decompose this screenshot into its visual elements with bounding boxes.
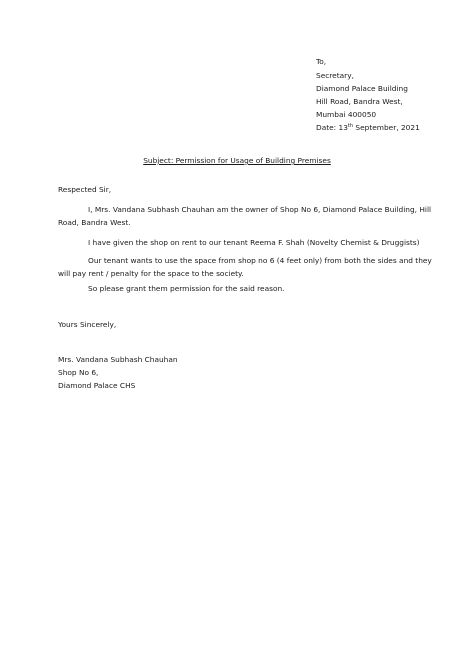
letter-date [316, 124, 420, 131]
body-paragraph-2 [88, 236, 420, 249]
recipient-street: Hill Road, Bandra West, [316, 97, 403, 106]
signature-name: Mrs. Vandana Subhash Chauhan [58, 355, 178, 364]
body-paragraph-3 [58, 254, 432, 280]
letter-subject: Subject: Permission for Usage of Building Premises [143, 156, 331, 165]
signature-society: Diamond Palace CHS [58, 381, 136, 390]
body-paragraph-1-line-2: Road, Bandra West. [58, 218, 131, 227]
closing: Yours Sincerely, [58, 320, 117, 329]
body-paragraph-1 [58, 203, 431, 229]
body-paragraph-4-text: So please grant them permission for the said reason. [88, 284, 285, 293]
body-paragraph-3-line-2: will pay rent / penalty for the space to the society. [58, 269, 244, 278]
date-prefix: Date: 13 [316, 123, 348, 132]
date-rest: September, 2021 [353, 123, 420, 132]
salutation: Respected Sir, [58, 185, 112, 194]
body-paragraph-2-text: I have given the shop on rent to our tenant Reema F. Shah (Novelty Chemist & Druggists) [88, 238, 420, 247]
body-paragraph-1-line-1: I, Mrs. Vandana Subhash Chauhan am the owner of Shop No 6, Diamond Palace Building, Hill [88, 205, 432, 214]
signature-shop: Shop No 6, [58, 368, 99, 377]
date-ordinal-suffix: th [347, 123, 354, 129]
recipient-city: Mumbai 400050 [316, 110, 377, 119]
body-paragraph-3-line-1: Our tenant wants to use the space from shop no 6 (4 feet only) from both the sides and they [88, 256, 432, 265]
recipient-to: To, [316, 57, 327, 66]
recipient-building: Diamond Palace Building [316, 84, 408, 93]
body-paragraph-4 [88, 282, 285, 295]
recipient-title: Secretary, [316, 71, 354, 80]
